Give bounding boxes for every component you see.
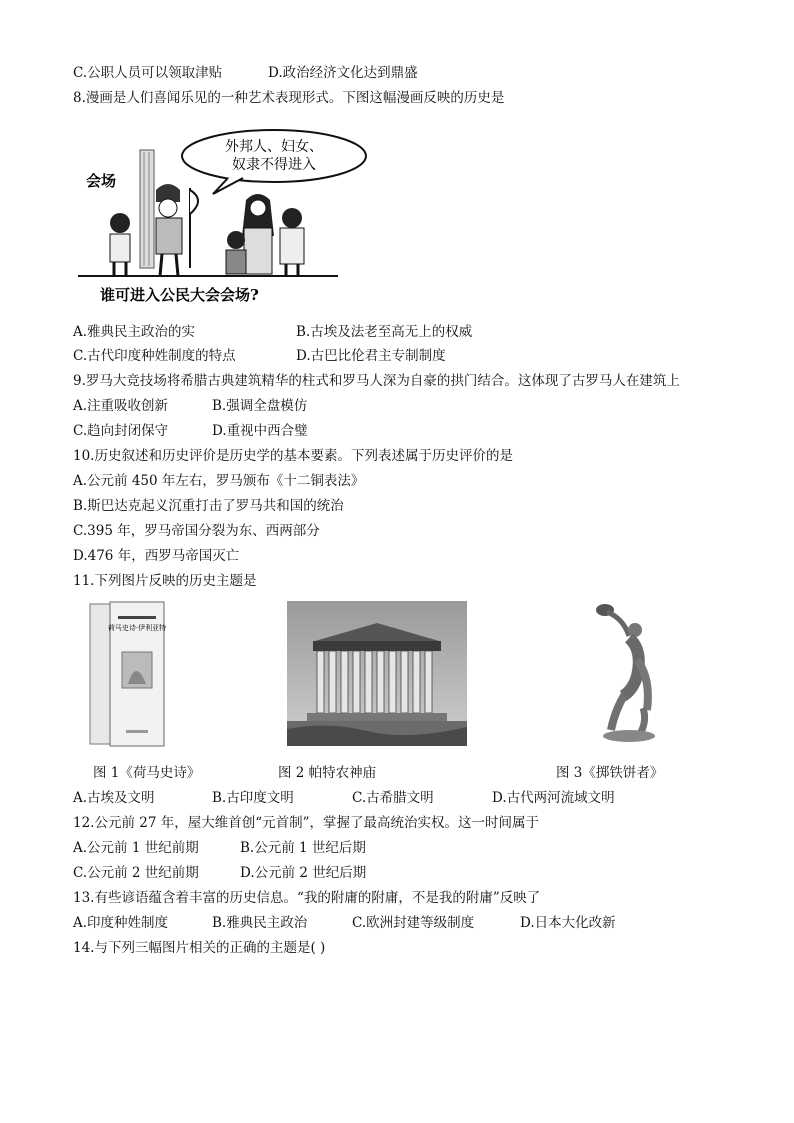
q9-option-b: B.强调全盘模仿 <box>212 398 308 414</box>
q11-option-b: B.古印度文明 <box>212 790 294 806</box>
bubble-line-1: 外邦人、妇女、 <box>225 139 323 155</box>
q8-option-a: A.雅典民主政治的实 <box>73 324 196 340</box>
homer-book-image <box>88 600 166 748</box>
cartoon-caption: 谁可进入公民大会会场? <box>100 286 259 304</box>
q8-option-c: C.古代印度种姓制度的特点 <box>73 348 236 364</box>
q12-option-b: B.公元前 1 世纪后期 <box>240 840 366 856</box>
question-8-stem: 8.漫画是人们喜闻乐见的一种艺术表现形式。下图这幅漫画反映的历史是 <box>73 90 505 106</box>
q11-option-a: A.古埃及文明 <box>73 790 155 806</box>
q12-option-a: A.公元前 1 世纪前期 <box>73 840 199 856</box>
question-9-stem: 9.罗马大竞技场将希腊古典建筑精华的柱式和罗马人深为自豪的拱门结合。这体现了古罗马人在建筑上 <box>73 373 680 389</box>
q13-option-a: A.印度种姓制度 <box>73 915 169 931</box>
q13-option-b: B.雅典民主政治 <box>212 915 308 931</box>
q10-option-b: B.斯巴达克起义沉重打击了罗马共和国的统治 <box>73 498 344 514</box>
q9-option-a: A.注重吸收创新 <box>73 398 169 414</box>
q11-option-c: C.古希腊文明 <box>352 790 434 806</box>
bubble-line-2: 奴隶不得进入 <box>232 157 316 173</box>
q11-option-d: D.古代两河流域文明 <box>492 790 615 806</box>
q13-option-d: D.日本大化改新 <box>520 915 616 931</box>
q12-option-d: D.公元前 2 世纪后期 <box>240 865 367 881</box>
q10-option-d: D.476 年，西罗马帝国灭亡 <box>73 548 240 564</box>
q9-option-c: C.趋向封闭保守 <box>73 423 169 439</box>
parthenon-image <box>287 601 467 746</box>
q9-option-d: D.重视中西合璧 <box>212 423 308 439</box>
q10-option-c: C.395 年，罗马帝国分裂为东、西两部分 <box>73 523 320 539</box>
q13-option-c: C.欧洲封建等级制度 <box>352 915 475 931</box>
question-12-stem: 12.公元前 27 年，屋大维首创“元首制”，掌握了最高统治实权。这一时间属于 <box>73 815 540 831</box>
q8-option-d: D.古巴比伦君主专制制度 <box>296 348 446 364</box>
fig2-caption: 图 2 帕特农神庙 <box>278 765 377 781</box>
book-title: 荷马史诗·伊利亚特 <box>107 624 166 632</box>
sign-text: 会场 <box>86 172 117 190</box>
question-14-stem: 14.与下列三幅图片相关的正确的主题是( ) <box>73 940 326 956</box>
q12-option-c: C.公元前 2 世纪前期 <box>73 865 199 881</box>
fig1-caption: 图 1《荷马史诗》 <box>93 765 201 781</box>
q8-cartoon <box>78 128 378 310</box>
discobolus-image <box>585 598 665 748</box>
q7-option-d: D.政治经济文化达到鼎盛 <box>268 65 418 81</box>
q7-option-c: C.公职人员可以领取津贴 <box>73 65 223 81</box>
fig3-caption: 图 3《掷铁饼者》 <box>556 765 664 781</box>
question-13-stem: 13.有些谚语蕴含着丰富的历史信息。“我的附庸的附庸，不是我的附庸”反映了 <box>73 890 541 906</box>
q10-option-a: A.公元前 450 年左右，罗马颁布《十二铜表法》 <box>73 473 365 489</box>
question-11-stem: 11.下列图片反映的历史主题是 <box>73 573 257 589</box>
question-10-stem: 10.历史叙述和历史评价是历史学的基本要素。下列表述属于历史评价的是 <box>73 448 513 464</box>
q8-option-b: B.古埃及法老至高无上的权威 <box>296 324 473 340</box>
